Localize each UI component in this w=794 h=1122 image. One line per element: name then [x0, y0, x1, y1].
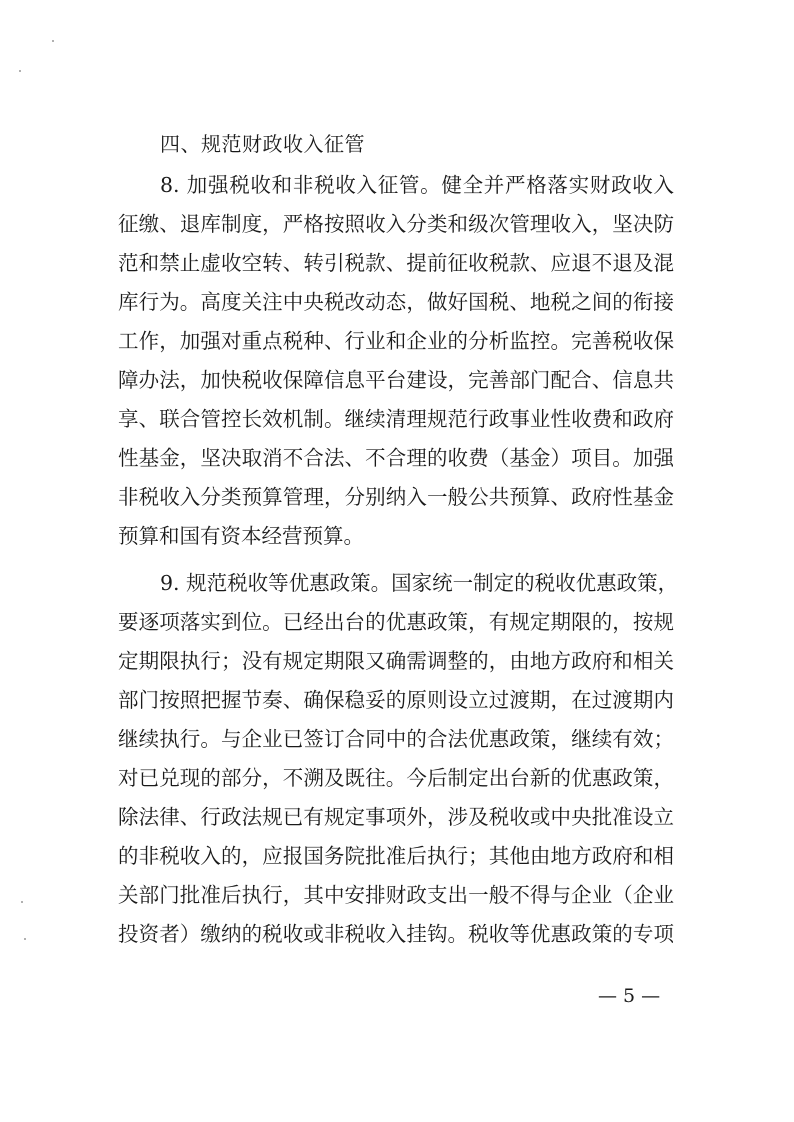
paragraph-line: 享、联合管控长效机制。继续清理规范行政事业性收费和政府: [118, 407, 674, 431]
paragraph-line: 范和禁止虚收空转、转引税款、提前征收税款、应退不退及混: [118, 251, 674, 275]
paragraph-line: 非税收入分类预算管理，分别纳入一般公共预算、政府性基金: [118, 485, 674, 509]
paragraph-line: 障办法，加快税收保障信息平台建设，完善部门配合、信息共: [118, 368, 674, 392]
paragraph-line: 关部门批准后执行，其中安排财政支出一般不得与企业（企业: [118, 883, 674, 907]
scan-speck: [24, 938, 26, 940]
paragraph-line: 的非税收入的，应报国务院批准后执行；其他由地方政府和相: [118, 844, 674, 868]
paragraph-line: 投资者）缴纳的税收或非税收入挂钩。税收等优惠政策的专项: [118, 922, 674, 946]
page-number: — 5 —: [598, 985, 661, 1007]
scan-speck: [21, 901, 23, 903]
scan-speck: [52, 40, 54, 42]
paragraph-line: 8. 加强税收和非税收入征管。健全并严格落实财政收入: [160, 173, 674, 197]
paragraph-line: 工作，加强对重点税种、行业和企业的分析监控。完善税收保: [118, 329, 674, 353]
paragraph-line: 库行为。高度关注中央税改动态，做好国税、地税之间的衔接: [118, 290, 674, 314]
paragraph-line: 继续执行。与企业已签订合同中的合法优惠政策，继续有效；: [118, 727, 674, 751]
paragraph-line: 定期限执行；没有规定期限又确需调整的，由地方政府和相关: [118, 649, 674, 673]
paragraph-line: 部门按照把握节奏、确保稳妥的原则设立过渡期，在过渡期内: [118, 688, 674, 712]
paragraph-line: 要逐项落实到位。已经出台的优惠政策，有规定期限的，按规: [118, 610, 674, 634]
paragraph-line: 预算和国有资本经营预算。: [118, 524, 364, 548]
paragraph-line: 9. 规范税收等优惠政策。国家统一制定的税收优惠政策，: [160, 571, 679, 595]
paragraph-line: 性基金，坚决取消不合法、不合理的收费（基金）项目。加强: [118, 446, 674, 470]
scan-speck: [19, 70, 21, 72]
section-heading: 四、规范财政收入征管: [160, 132, 365, 156]
paragraph-line: 除法律、行政法规已有规定事项外，涉及税收或中央批准设立: [118, 805, 674, 829]
paragraph-line: 征缴、退库制度，严格按照收入分类和级次管理收入，坚决防: [118, 212, 674, 236]
paragraph-line: 对已兑现的部分，不溯及既往。今后制定出台新的优惠政策，: [118, 766, 674, 790]
